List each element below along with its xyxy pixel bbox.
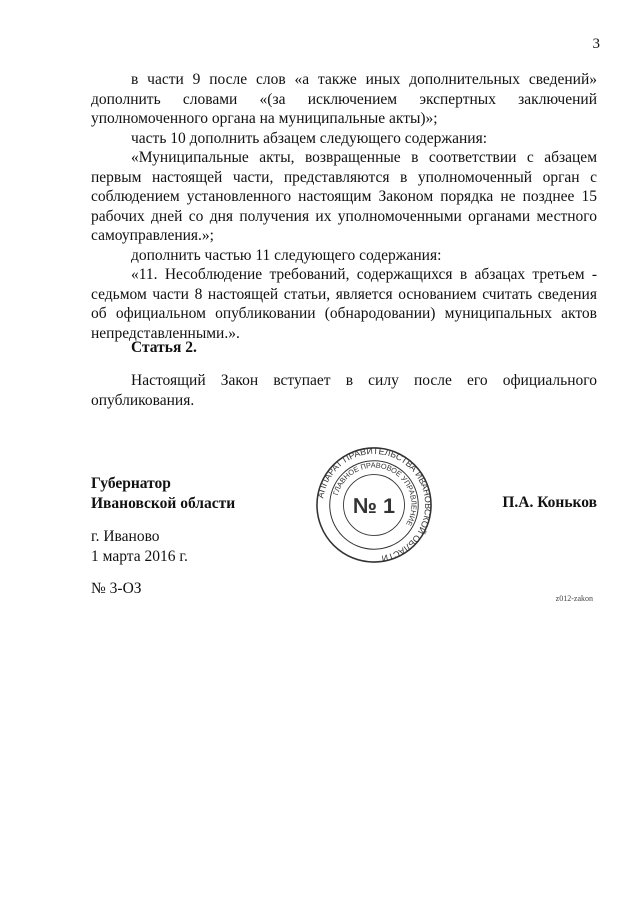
paragraph-part-10-quote: «Муниципальные акты, возвращенные в соответствии с абзацем первым настоящей части, представляются в уполномоченный орган с соблюдением установленного настоящим Законом порядка не позднее 15 рабочих дней со дня получения их уполномоченными органами местного самоуправления.»; xyxy=(91,149,597,244)
stamp-inner-text: ГЛАВНОЕ ПРАВОВОЕ УПРАВЛЕНИЕ xyxy=(331,460,419,528)
paragraph-part-9: в части 9 после слов «а также иных дополнительных сведений» дополнить словами «(за исключением экспертных заключений уполномоченного органа на муниципальные акты)»; xyxy=(91,71,597,127)
place-date xyxy=(91,527,188,567)
law-number: № 3-ОЗ xyxy=(91,580,142,597)
article-body xyxy=(91,371,597,410)
place: г. Иваново xyxy=(91,528,160,545)
stamp-outer-text: АППАРАТ ПРАВИТЕЛЬСТВА ИВАНОВСКОЙ ОБЛАСТИ xyxy=(315,446,433,564)
paragraph-part-11-quote: «11. Несоблюдение требований, содержащихся в абзацах третьем - седьмом части 8 настоящей статьи, является основанием считать сведения об официальном опубликовании (обнародовании) муниципальных актов непредставленными.». xyxy=(91,266,597,342)
official-seal-stamp xyxy=(315,446,433,564)
amendment-text xyxy=(91,70,597,343)
date: 1 марта 2016 г. xyxy=(91,548,188,565)
paragraph-part-10-intro: часть 10 дополнить абзацем следующего содержания: xyxy=(131,129,488,147)
signatory-name: П.А. Коньков xyxy=(502,494,597,511)
article-text: Настоящий Закон вступает в силу после его официального опубликования. xyxy=(91,372,597,409)
document-code: z012-zakon xyxy=(555,594,593,603)
signature-title-line2: Ивановской области xyxy=(91,495,236,512)
signature-title xyxy=(91,474,235,514)
stamp-center-number: № 1 xyxy=(352,492,396,518)
signature-title-line1: Губернатор xyxy=(91,475,171,492)
page-number: 3 xyxy=(592,36,600,52)
article-heading: Статья 2. xyxy=(131,339,197,356)
paragraph-part-11-intro: дополнить частью 11 следующего содержания: xyxy=(131,246,442,264)
